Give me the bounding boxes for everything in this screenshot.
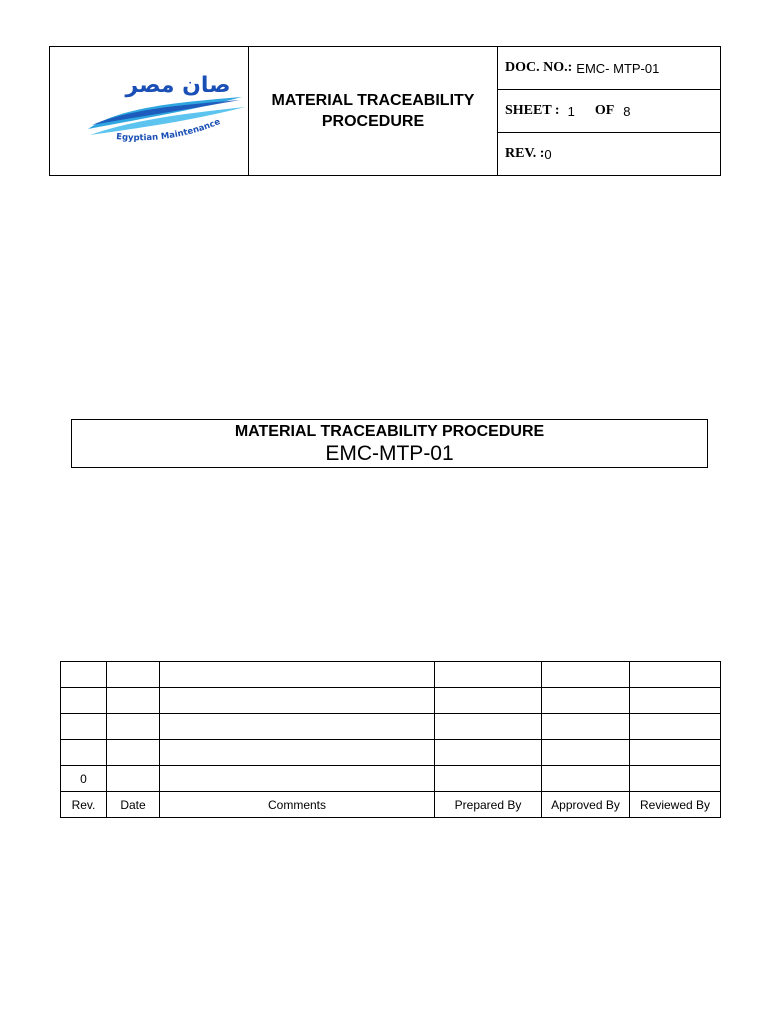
table-cell [542, 740, 630, 766]
table-header-row [61, 792, 721, 818]
table-row [61, 688, 721, 714]
svg-text:صان مصر: صان مصر [125, 73, 231, 98]
table-cell [630, 662, 721, 688]
header-rev: Rev. [61, 792, 107, 818]
header-title-line2: PROCEDURE [321, 113, 425, 130]
doc-number-row [498, 47, 720, 90]
table-cell [542, 714, 630, 740]
revision-table [60, 661, 721, 818]
doc-number-value: EMC- MTP-01 [576, 60, 660, 76]
table-cell [61, 688, 107, 714]
table-cell [160, 766, 435, 792]
table-cell [435, 688, 542, 714]
table-cell [630, 740, 721, 766]
header-date: Date [107, 792, 160, 818]
table-cell [160, 688, 435, 714]
table-cell [160, 740, 435, 766]
table-cell [435, 714, 542, 740]
table-cell [435, 766, 542, 792]
table-cell [542, 766, 630, 792]
header-reviewed-by: Reviewed By [630, 792, 721, 818]
sheet-row [498, 90, 720, 133]
table-row [61, 714, 721, 740]
table-cell [542, 688, 630, 714]
doc-number-label: DOC. NO.: [505, 60, 573, 75]
table-cell [107, 714, 160, 740]
table-cell [160, 714, 435, 740]
company-logo [50, 47, 247, 175]
sheet-value: 1 [567, 103, 575, 119]
table-row [61, 766, 721, 792]
revision-label: REV. : [505, 146, 545, 161]
table-cell [160, 662, 435, 688]
header-meta [498, 47, 720, 175]
revision-row [498, 133, 720, 175]
header-title [249, 47, 498, 175]
table-cell [542, 662, 630, 688]
procedure-title: MATERIAL TRACEABILITY PROCEDURE [234, 423, 545, 440]
table-cell [107, 766, 160, 792]
logo-cell [50, 47, 249, 175]
header-prepared-by: Prepared By [435, 792, 542, 818]
table-row [61, 662, 721, 688]
table-cell [61, 740, 107, 766]
sheet-label: SHEET : [505, 103, 560, 118]
svg-text:Egyptian Maintenance Co.: Egyptian Maintenance [115, 117, 222, 144]
table-cell [630, 766, 721, 792]
table-cell [435, 740, 542, 766]
table-cell [435, 662, 542, 688]
of-value: 8 [623, 103, 631, 119]
header-approved-by: Approved By [542, 792, 630, 818]
document-header [49, 46, 721, 176]
of-label: OF [594, 103, 615, 118]
table-cell [61, 714, 107, 740]
table-cell [61, 662, 107, 688]
header-title-line1: MATERIAL TRACEABILITY [271, 92, 475, 109]
table-cell [630, 714, 721, 740]
procedure-title-box [71, 419, 708, 468]
table-cell [107, 688, 160, 714]
table-cell: 0 [61, 766, 107, 792]
table-cell [107, 740, 160, 766]
header-comments: Comments [160, 792, 435, 818]
table-cell [630, 688, 721, 714]
procedure-code: EMC-MTP-01 [325, 442, 454, 465]
table-cell [107, 662, 160, 688]
revision-value: 0 [544, 146, 552, 162]
table-row [61, 740, 721, 766]
